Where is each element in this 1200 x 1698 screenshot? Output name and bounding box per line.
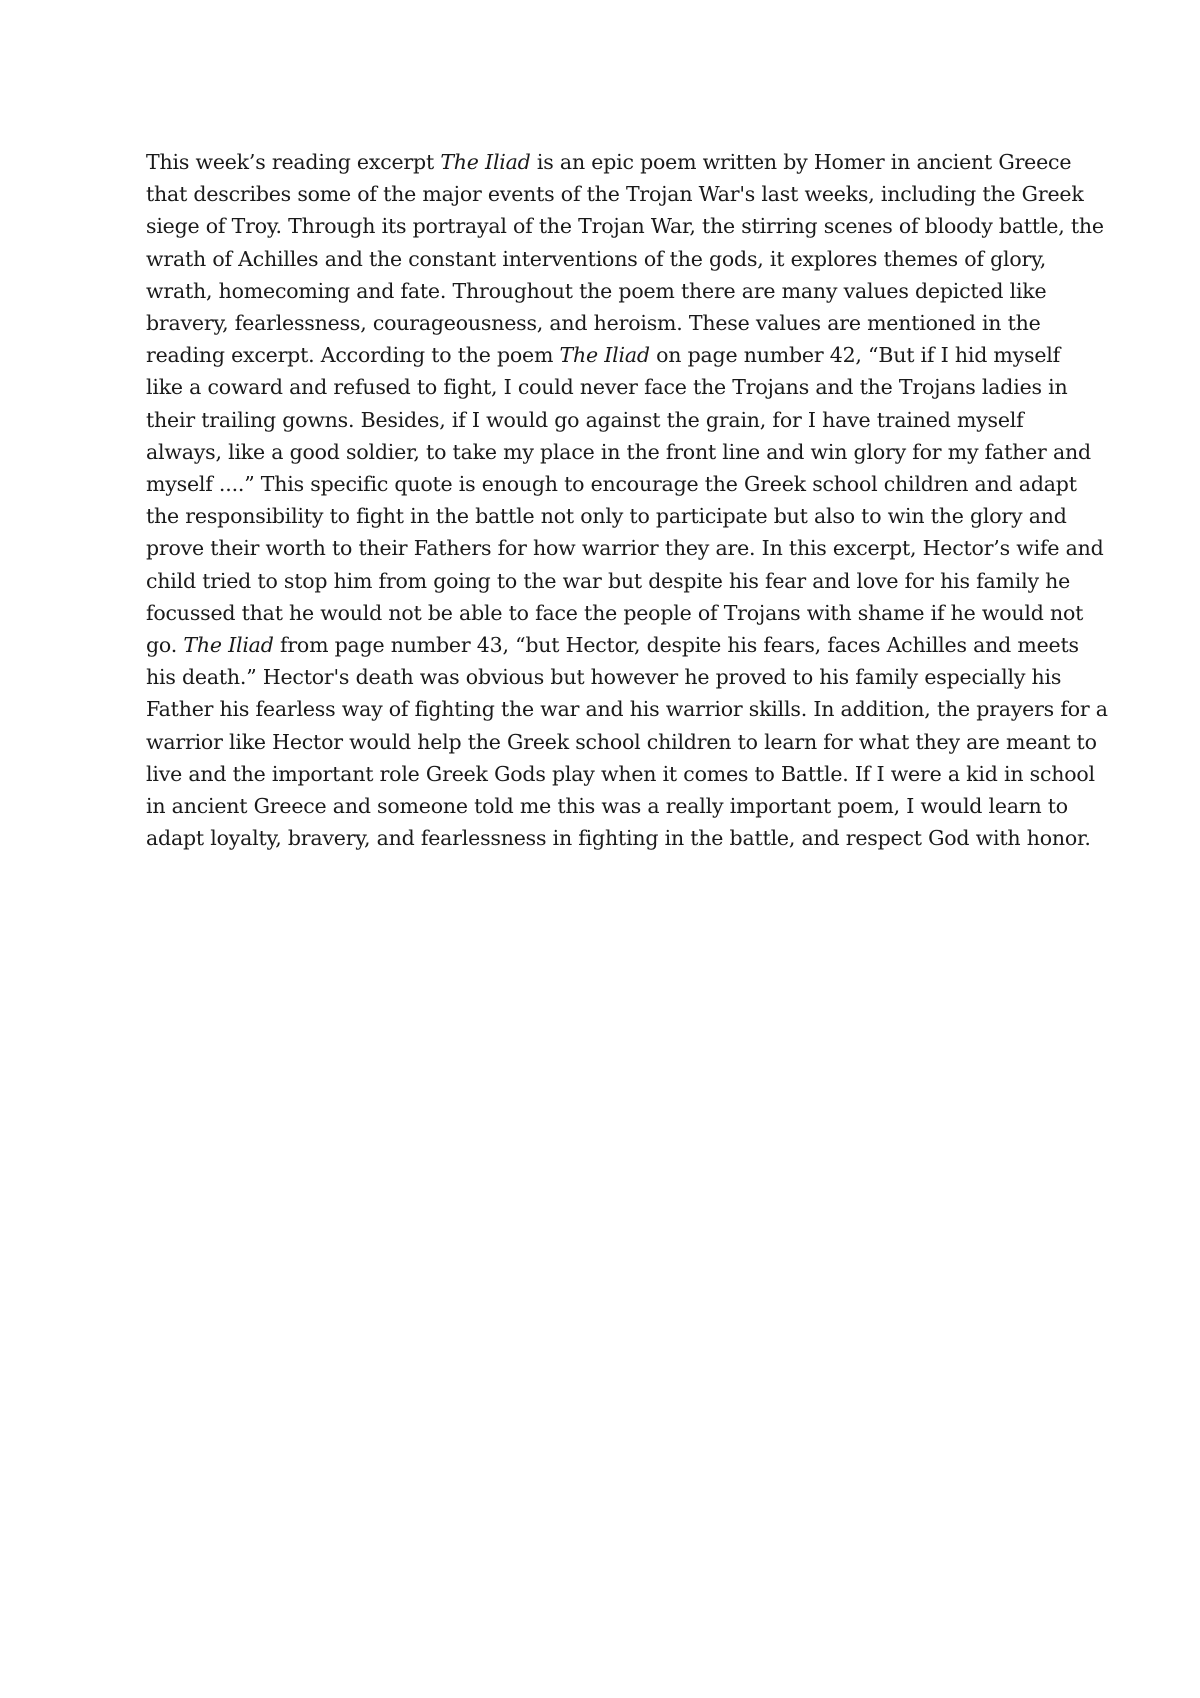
line-text: their trailing gowns. Besides, if I would go against the grain, for I have trained myself	[146, 407, 1024, 432]
text-line	[146, 758, 1095, 790]
line-text: his death.” Hector's death was obvious but however he proved to his family especially his	[146, 665, 1062, 690]
text-line	[146, 629, 1079, 661]
text-line	[146, 468, 1077, 500]
line-text: from page number 43, “but Hector, despite his fears, faces Achilles and meets	[273, 633, 1079, 658]
text-line	[146, 339, 1066, 371]
line-text: bravery, fearlessness, courageousness, and heroism. These values are mentioned in the	[146, 311, 1041, 336]
text-line	[146, 661, 1066, 693]
line-text: go.	[146, 633, 184, 658]
line-text: This week’s reading excerpt	[146, 150, 441, 174]
text-line	[146, 693, 1108, 725]
text-line	[146, 210, 1104, 242]
line-text: wrath, homecoming and fate. Throughout the poem there are many values depicted like	[146, 278, 1047, 303]
body-paragraph	[146, 146, 1108, 854]
text-line	[146, 243, 1066, 275]
line-text: prove their worth to their Fathers for how warrior they are. In this excerpt, Hector’s wife and	[146, 536, 1104, 561]
text-line	[146, 146, 1072, 178]
line-text: adapt loyalty, bravery, and fearlessness in fighting in the battle, and respect God with honor.	[146, 826, 1091, 851]
line-text: Father his fearless way of fighting the war and his warrior skills. In addition, the prayers for a	[146, 697, 1108, 722]
line-text: reading excerpt. According to the poem	[146, 343, 560, 368]
line-text: focussed that he would not be able to face the people of Trojans with shame if he would not	[146, 600, 1084, 625]
line-text: that describes some of the major events of the Trojan War's last weeks, including the Greek	[146, 182, 1084, 207]
text-line	[146, 532, 1104, 564]
text-line	[146, 436, 1091, 468]
line-text: is an epic poem written by Homer in ancient Greece	[530, 150, 1072, 174]
text-line	[146, 404, 1066, 436]
line-text: warrior like Hector would help the Greek school children to learn for what they are meant to	[146, 729, 1097, 754]
text-line	[146, 500, 1066, 532]
line-text: wrath of Achilles and the constant interventions of the gods, it explores themes of glory,	[146, 246, 1047, 271]
text-line	[146, 307, 1066, 339]
text-line	[146, 790, 1066, 822]
text-line	[146, 597, 1084, 629]
line-text: like a coward and refused to fight, I could never face the Trojans and the Trojans ladies in	[146, 375, 1068, 400]
book-title: The Iliad	[559, 343, 650, 368]
line-text: myself ....” This specific quote is enough to encourage the Greek school children and adapt	[146, 472, 1077, 497]
text-line	[146, 822, 1091, 854]
line-text: in ancient Greece and someone told me this was a really important poem, I would learn to	[146, 794, 1068, 819]
line-text: siege of Troy. Through its portrayal of the Trojan War, the stirring scenes of bloody battle, the	[146, 214, 1104, 239]
text-line	[146, 275, 1066, 307]
text-line	[146, 371, 1066, 403]
text-line	[146, 178, 1084, 210]
line-text: child tried to stop him from going to the war but despite his fear and love for his family he	[146, 568, 1071, 593]
text-line	[146, 726, 1097, 758]
line-text: live and the important role Greek Gods play when it comes to Battle. If I were a kid in school	[146, 761, 1095, 786]
line-text: on page number 42, “But if I hid myself	[649, 343, 1061, 368]
book-title: The Iliad	[440, 150, 531, 174]
line-text: always, like a good soldier, to take my place in the front line and win glory for my father and	[146, 439, 1091, 464]
book-title: The Iliad	[183, 633, 274, 658]
text-line	[146, 565, 1071, 597]
line-text: the responsibility to fight in the battle not only to participate but also to win the glory and	[146, 504, 1067, 529]
